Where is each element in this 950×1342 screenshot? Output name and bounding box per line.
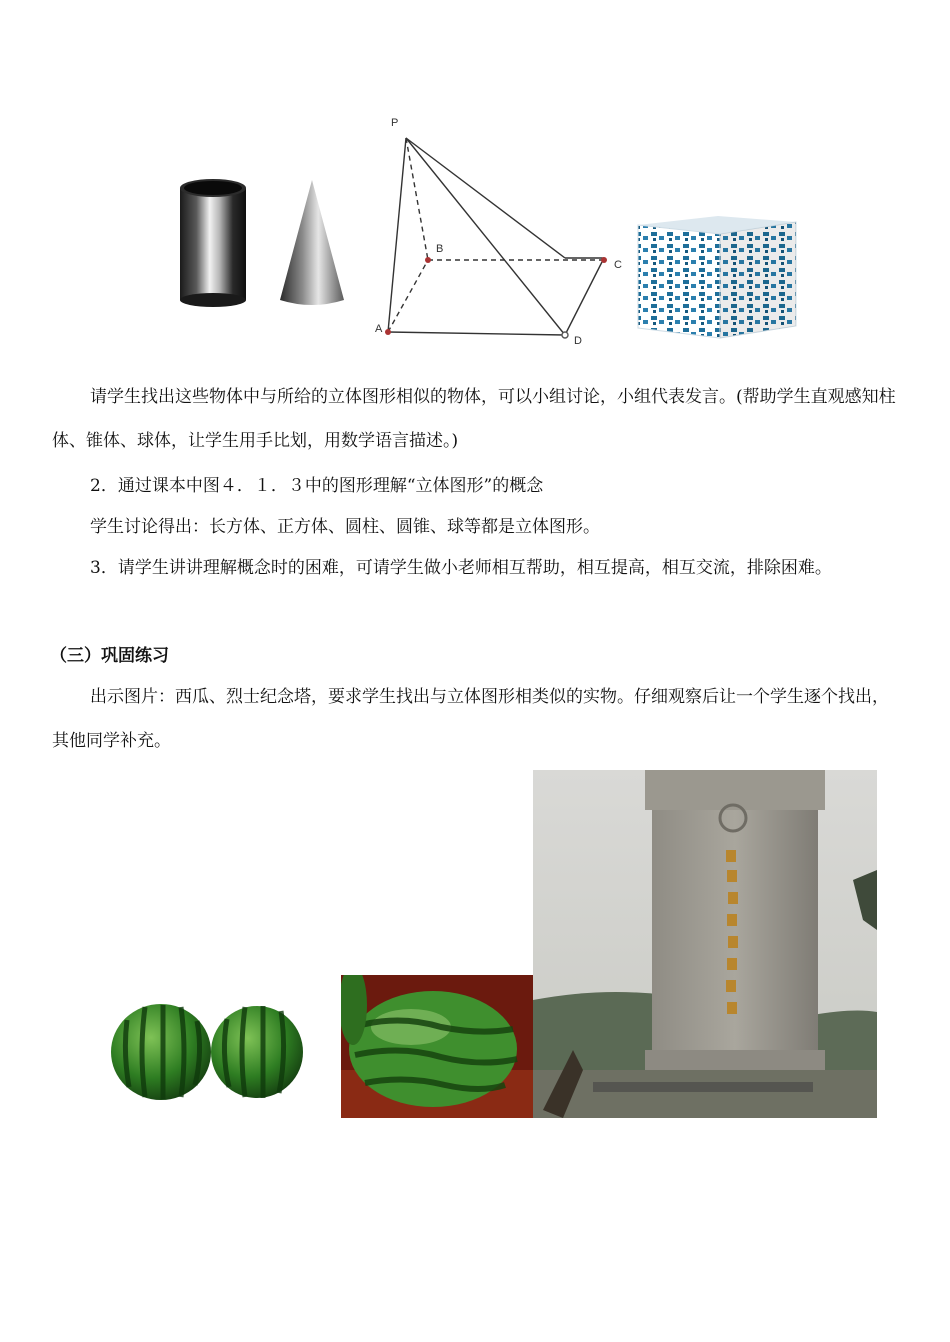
vertex-label-c: C (614, 259, 622, 271)
paragraph-difficulties: 3．请学生讲讲理解概念时的困难，可请学生做小老师相互帮助，相互提高，相互交流，排除困难。 (90, 558, 832, 578)
watermelon-closeup-image (341, 975, 533, 1118)
paragraph-discussion: 请学生找出这些物体中与所给的立体图形相似的物体，可以小组讨论，小组代表发言。(帮助学生直观感知柱体、锥体、球体，让学生用手比划，用数学语言描述。) (52, 387, 896, 451)
vertex-label-p: P (391, 117, 399, 129)
pyramid-diagram (385, 138, 607, 338)
paragraph-exercise: 出示图片：西瓜、烈士纪念塔，要求学生找出与立体图形相类似的实物。仔细观察后让一个学生逐个找出，其他同学补充。 (52, 687, 889, 751)
martyrs-monument-photo (533, 770, 877, 1118)
cylinder-shape (180, 179, 246, 307)
two-watermelons-image (105, 995, 310, 1110)
vertex-label-a: A (375, 323, 383, 335)
vertex-label-d: D (574, 335, 582, 347)
vertex-label-b: B (436, 243, 444, 255)
section-heading: （三）巩固练习 (50, 646, 169, 666)
paragraph-concept: 2．通过课本中图４．１．３中的图形理解“立体图形”的概念 (90, 476, 544, 496)
cone-shape (280, 180, 344, 305)
patterned-cube (638, 216, 796, 338)
solid-figures-illustration (170, 110, 820, 355)
paragraph-conclusion: 学生讨论得出：长方体、正方体、圆柱、圆锥、球等都是立体图形。 (90, 517, 600, 537)
